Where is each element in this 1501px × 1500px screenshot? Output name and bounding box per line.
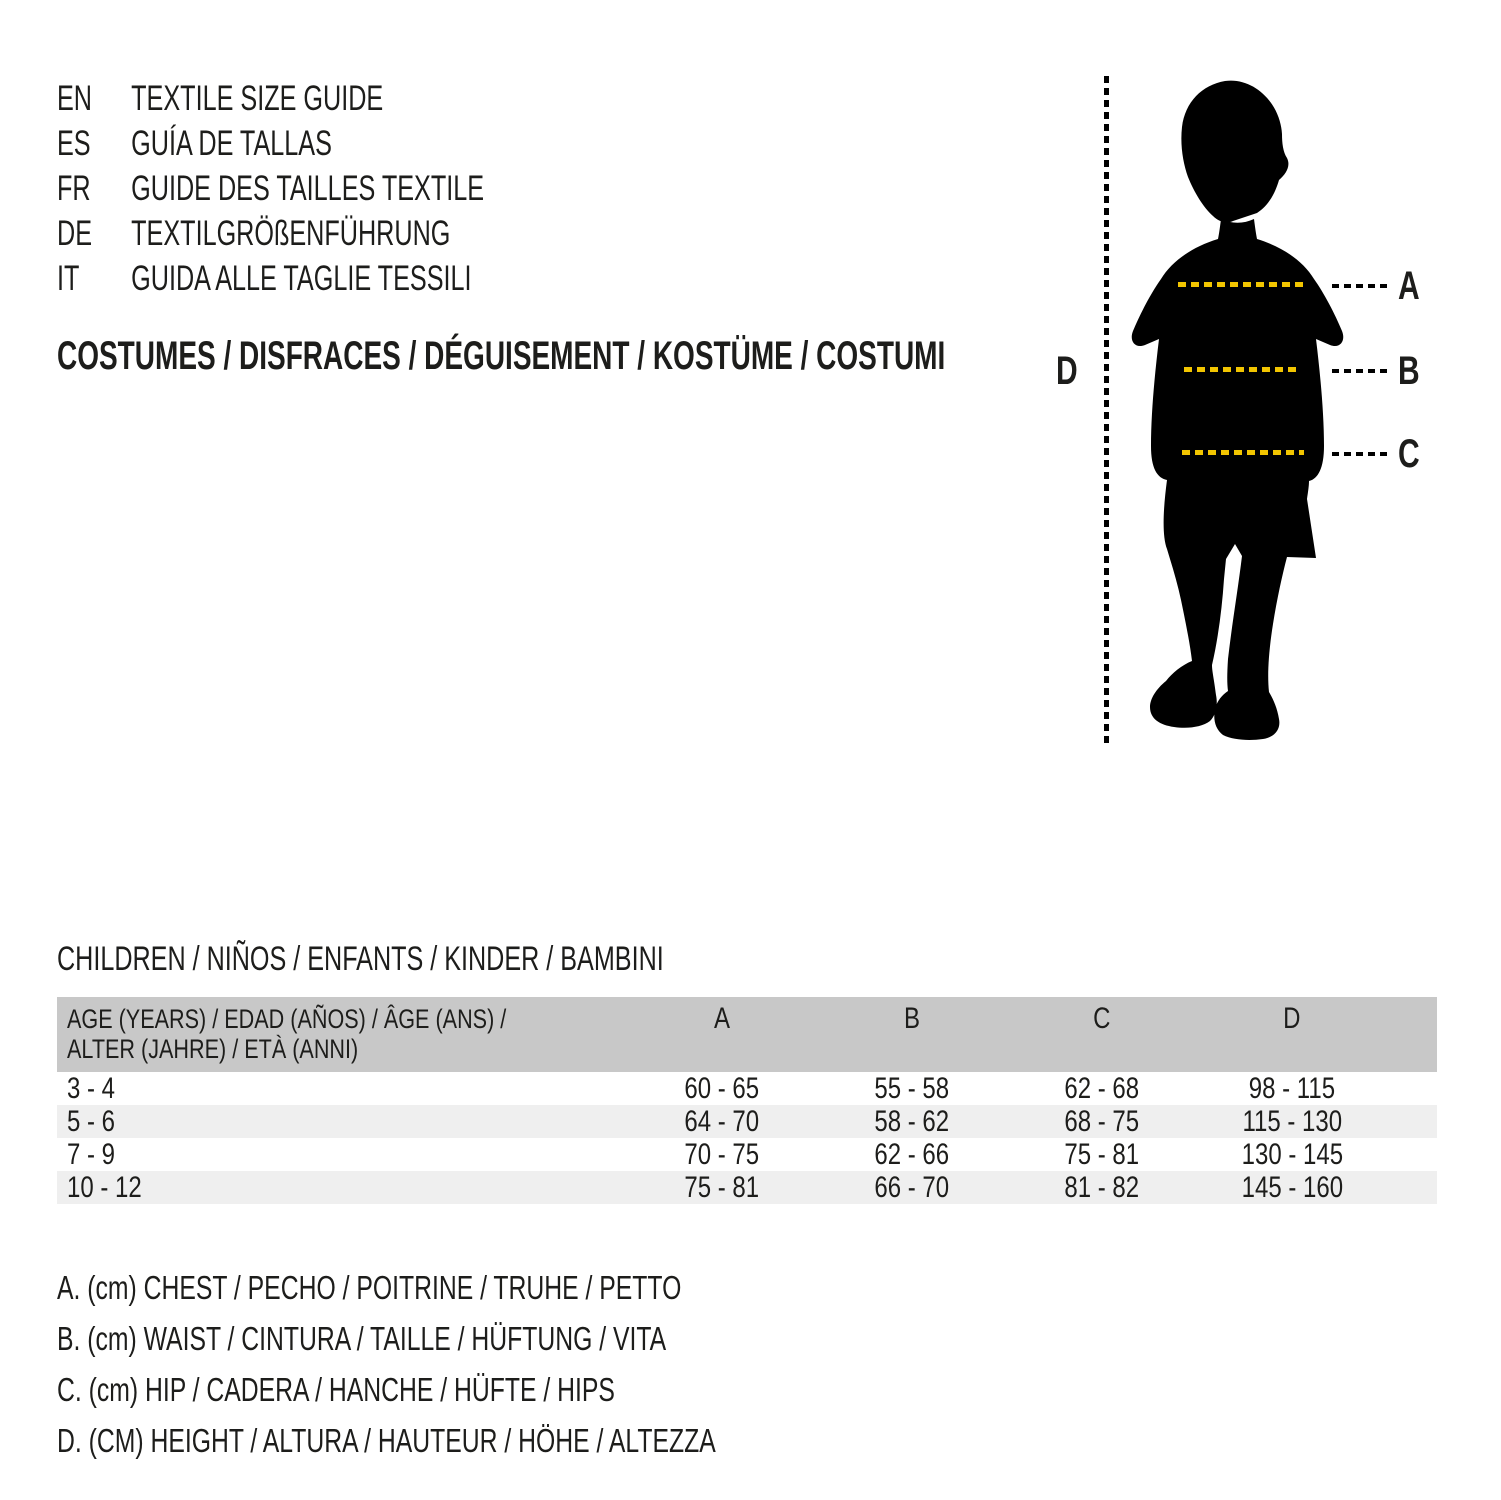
height-label: D [1056, 349, 1078, 393]
waist-leader-line [1332, 369, 1390, 373]
language-code: EN [57, 79, 93, 118]
measurement-legend [57, 1262, 935, 1466]
legend-item-height: D. (CM) HEIGHT / ALTURA / HAUTEUR / HÖHE / ALTEZZA [57, 1422, 716, 1459]
hip-value-cell: 75 - 81 [1064, 1138, 1140, 1171]
size-table [57, 997, 1437, 1204]
category-heading-text: COSTUMES / DISFRACES / DÉGUISEMENT / KOSTÜME / COSTUMI [57, 334, 946, 378]
children-section-title-text: CHILDREN / NIÑOS / ENFANTS / KINDER / BAMBINI [57, 940, 664, 978]
age-cell: 10 - 12 [67, 1171, 142, 1204]
table-row [57, 1105, 1437, 1138]
language-title: TEXTILE SIZE GUIDE [131, 79, 384, 118]
language-row-es [57, 121, 650, 166]
waist-measure-line [1184, 367, 1298, 372]
table-row [57, 1138, 1437, 1171]
waist-value-cell: 66 - 70 [874, 1171, 950, 1204]
table-header-row [57, 997, 1437, 1072]
language-row-de [57, 211, 650, 256]
language-row-en [57, 76, 650, 121]
chest-measure-line [1178, 282, 1306, 287]
hip-label: C [1398, 432, 1420, 476]
chest-value-cell: 75 - 81 [684, 1171, 760, 1204]
hip-value-cell: 81 - 82 [1064, 1171, 1140, 1204]
age-column-header [57, 997, 627, 1072]
chest-leader-line [1332, 284, 1390, 288]
age-header-line2: ALTER (JAHRE) / ETÀ (ANNI) [67, 1034, 359, 1064]
height-value-cell: 145 - 160 [1241, 1171, 1343, 1204]
waist-value-cell: 58 - 62 [874, 1105, 950, 1138]
language-title: GUIDA ALLE TAGLIE TESSILI [131, 259, 472, 298]
column-header-a: A [713, 1002, 730, 1035]
age-cell: 7 - 9 [67, 1138, 116, 1171]
legend-item-hip: C. (cm) HIP / CADERA / HANCHE / HÜFTE / HIPS [57, 1371, 615, 1408]
language-code: IT [57, 259, 80, 298]
age-cell: 5 - 6 [67, 1105, 116, 1138]
waist-label: B [1398, 349, 1420, 393]
age-header-line1: AGE (YEARS) / EDAD (AÑOS) / ÂGE (ANS) / [67, 1004, 507, 1034]
language-list [57, 76, 650, 301]
chest-value-cell: 70 - 75 [684, 1138, 760, 1171]
height-value-cell: 115 - 130 [1242, 1105, 1342, 1138]
language-code: DE [57, 214, 93, 253]
hip-leader-line [1332, 452, 1390, 456]
language-row-it [57, 256, 650, 301]
language-code: FR [57, 169, 91, 208]
height-value-cell: 98 - 115 [1248, 1072, 1336, 1105]
legend-item-waist: B. (cm) WAIST / CINTURA / TAILLE / HÜFTUNG / VITA [57, 1320, 667, 1357]
language-title: GUÍA DE TALLAS [131, 124, 332, 163]
chest-value-cell: 60 - 65 [684, 1072, 760, 1105]
age-cell: 3 - 4 [67, 1072, 116, 1105]
child-silhouette [1128, 78, 1348, 748]
table-row [57, 1171, 1437, 1204]
column-header-b: B [903, 1002, 920, 1035]
table-row [57, 1072, 1437, 1105]
language-title: TEXTILGRÖßENFÜHRUNG [131, 214, 451, 253]
language-row-fr [57, 166, 650, 211]
chest-value-cell: 64 - 70 [684, 1105, 760, 1138]
hip-value-cell: 68 - 75 [1064, 1105, 1140, 1138]
language-title: GUIDE DES TAILLES TEXTILE [131, 169, 485, 208]
children-section-title [57, 940, 877, 979]
chest-label: A [1398, 264, 1420, 308]
column-header-d: D [1283, 1002, 1301, 1035]
column-header-c: C [1093, 1002, 1111, 1035]
height-dimension-line [1104, 76, 1109, 746]
hip-value-cell: 62 - 68 [1064, 1072, 1140, 1105]
waist-value-cell: 62 - 66 [874, 1138, 950, 1171]
legend-item-chest: A. (cm) CHEST / PECHO / POITRINE / TRUHE / PETTO [57, 1269, 682, 1306]
hip-measure-line [1182, 450, 1304, 455]
language-code: ES [57, 124, 91, 163]
height-value-cell: 130 - 145 [1241, 1138, 1343, 1171]
waist-value-cell: 55 - 58 [874, 1072, 950, 1105]
